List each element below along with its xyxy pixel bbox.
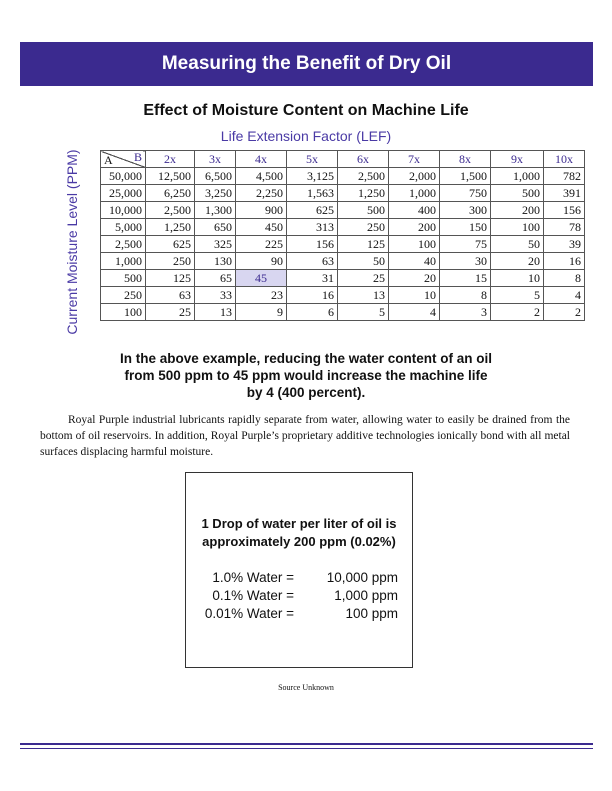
- table-cell: 39: [544, 236, 585, 253]
- lef-table-body: [101, 151, 585, 321]
- info-heading-line-2: approximately 200 ppm (0.02%): [202, 534, 396, 549]
- table-cell: 650: [195, 219, 236, 236]
- table-cell: 6: [287, 304, 338, 321]
- table-cell: 63: [287, 253, 338, 270]
- conversion-ppm: 10,000 ppm: [326, 570, 398, 585]
- moisture-level-cell: 1,000: [101, 253, 146, 270]
- moisture-level-cell: 50,000: [101, 168, 146, 185]
- table-row: [101, 168, 585, 185]
- table-cell: 90: [236, 253, 287, 270]
- table-row: [101, 304, 585, 321]
- table-cell: 50: [338, 253, 389, 270]
- table-cell: 200: [491, 202, 544, 219]
- table-cell: 6,500: [195, 168, 236, 185]
- table-cell: 313: [287, 219, 338, 236]
- table-cell: 2,000: [389, 168, 440, 185]
- corner-b-label: B: [133, 150, 142, 164]
- conversion-percent: 0.01% Water =: [204, 606, 294, 621]
- column-header: 6x: [338, 151, 389, 168]
- table-cell: 130: [195, 253, 236, 270]
- highlighted-cell: 45: [236, 270, 287, 287]
- table-cell: 2: [491, 304, 544, 321]
- conversion-row: [186, 588, 412, 606]
- example-line-1: In the above example, reducing the water content of an oil: [119, 351, 493, 366]
- table-cell: 4: [389, 304, 440, 321]
- table-cell: 2,500: [338, 168, 389, 185]
- section-title: Effect of Moisture Content on Machine Life: [143, 102, 469, 119]
- conversion-ppm: 100 ppm: [345, 606, 398, 621]
- table-cell: 1,250: [338, 185, 389, 202]
- table-cell: 40: [389, 253, 440, 270]
- moisture-level-cell: 5,000: [101, 219, 146, 236]
- example-explanation: [0, 350, 612, 401]
- conversion-percent: 0.1% Water =: [212, 588, 294, 603]
- table-cell: 782: [544, 168, 585, 185]
- table-cell: 1,300: [195, 202, 236, 219]
- moisture-level-cell: 2,500: [101, 236, 146, 253]
- table-row: [101, 236, 585, 253]
- table-cell: 13: [338, 287, 389, 304]
- table-cell: 65: [195, 270, 236, 287]
- moisture-level-cell: 25,000: [101, 185, 146, 202]
- table-cell: 2: [544, 304, 585, 321]
- moisture-level-cell: 500: [101, 270, 146, 287]
- table-cell: 3,250: [195, 185, 236, 202]
- banner-title: Measuring the Benefit of Dry Oil: [161, 53, 452, 74]
- table-cell: 250: [338, 219, 389, 236]
- conversion-percent: 1.0% Water =: [212, 570, 294, 585]
- table-cell: 2,250: [236, 185, 287, 202]
- source-note: Source Unknown: [278, 683, 334, 692]
- table-cell: 50: [491, 236, 544, 253]
- table-cell: 6,250: [146, 185, 195, 202]
- corner-a-label: A: [104, 153, 113, 167]
- corner-cell: [101, 151, 146, 168]
- example-line-3: by 4 (400 percent).: [246, 385, 366, 400]
- table-cell: 23: [236, 287, 287, 304]
- table-row: [101, 185, 585, 202]
- table-cell: 1,563: [287, 185, 338, 202]
- table-cell: 8: [544, 270, 585, 287]
- lef-table: [100, 150, 585, 321]
- table-cell: 625: [146, 236, 195, 253]
- table-cell: 75: [440, 236, 491, 253]
- table-cell: 100: [389, 236, 440, 253]
- table-cell: 4,500: [236, 168, 287, 185]
- table-row: [101, 219, 585, 236]
- table-row: [101, 270, 585, 287]
- info-heading-line-1: 1 Drop of water per liter of oil is: [201, 516, 397, 531]
- info-heading: [186, 515, 412, 551]
- table-cell: 12,500: [146, 168, 195, 185]
- page-banner: [20, 42, 593, 86]
- table-cell: 78: [544, 219, 585, 236]
- footer-rule-thin: [20, 748, 593, 749]
- table-cell: 8: [440, 287, 491, 304]
- column-header: 2x: [146, 151, 195, 168]
- table-cell: 300: [440, 202, 491, 219]
- table-cell: 16: [544, 253, 585, 270]
- table-cell: 100: [491, 219, 544, 236]
- table-cell: 500: [338, 202, 389, 219]
- column-header: 4x: [236, 151, 287, 168]
- table-cell: 5: [338, 304, 389, 321]
- table-cell: 16: [287, 287, 338, 304]
- table-cell: 10: [491, 270, 544, 287]
- table-cell: 200: [389, 219, 440, 236]
- table-cell: 400: [389, 202, 440, 219]
- table-cell: 625: [287, 202, 338, 219]
- footer-rule-thick: [20, 743, 593, 745]
- table-cell: 33: [195, 287, 236, 304]
- table-row: [101, 202, 585, 219]
- table-cell: 391: [544, 185, 585, 202]
- column-header: 8x: [440, 151, 491, 168]
- table-cell: 63: [146, 287, 195, 304]
- table-cell: 225: [236, 236, 287, 253]
- table-cell: 15: [440, 270, 491, 287]
- conversion-row: [186, 570, 412, 588]
- conversion-list: [186, 570, 412, 624]
- moisture-level-cell: 100: [101, 304, 146, 321]
- table-cell: 5: [491, 287, 544, 304]
- table-cell: 4: [544, 287, 585, 304]
- table-cell: 1,000: [491, 168, 544, 185]
- table-cell: 20: [389, 270, 440, 287]
- table-cell: 20: [491, 253, 544, 270]
- table-cell: 2,500: [146, 202, 195, 219]
- table-cell: 3,125: [287, 168, 338, 185]
- table-cell: 125: [146, 270, 195, 287]
- table-row: [101, 287, 585, 304]
- column-header: 9x: [491, 151, 544, 168]
- conversion-ppm: 1,000 ppm: [334, 588, 398, 603]
- moisture-axis-label: Current Moisture Level (PPM): [64, 149, 80, 335]
- table-cell: 750: [440, 185, 491, 202]
- example-line-2: from 500 ppm to 45 ppm would increase the machine life: [124, 368, 488, 383]
- table-cell: 900: [236, 202, 287, 219]
- table-cell: 10: [389, 287, 440, 304]
- table-cell: 25: [338, 270, 389, 287]
- water-info-box: [185, 472, 413, 668]
- table-cell: 156: [544, 202, 585, 219]
- table-cell: 125: [338, 236, 389, 253]
- table-cell: 150: [440, 219, 491, 236]
- moisture-level-cell: 10,000: [101, 202, 146, 219]
- table-cell: 450: [236, 219, 287, 236]
- table-cell: 25: [146, 304, 195, 321]
- table-cell: 325: [195, 236, 236, 253]
- table-cell: 1,000: [389, 185, 440, 202]
- table-cell: 250: [146, 253, 195, 270]
- table-cell: 1,500: [440, 168, 491, 185]
- column-header: 3x: [195, 151, 236, 168]
- table-cell: 1,250: [146, 219, 195, 236]
- column-header: 5x: [287, 151, 338, 168]
- table-cell: 3: [440, 304, 491, 321]
- table-cell: 30: [440, 253, 491, 270]
- column-header: 10x: [544, 151, 585, 168]
- lef-header-row: [101, 151, 585, 168]
- table-cell: 13: [195, 304, 236, 321]
- table-cell: 156: [287, 236, 338, 253]
- body-paragraph: Royal Purple industrial lubricants rapidly separate from water, allowing water to easily be drained from the bottom of oil reservoirs. In addition, Royal Purple’s proprietary additive technologies ionically bond with all metal surfaces displacing harmful moisture.: [40, 414, 570, 458]
- conversion-row: [186, 606, 412, 624]
- column-header: 7x: [389, 151, 440, 168]
- table-cell: 31: [287, 270, 338, 287]
- table-row: [101, 253, 585, 270]
- table-cell: 9: [236, 304, 287, 321]
- moisture-level-cell: 250: [101, 287, 146, 304]
- lef-axis-label: Life Extension Factor (LEF): [220, 128, 392, 144]
- table-cell: 500: [491, 185, 544, 202]
